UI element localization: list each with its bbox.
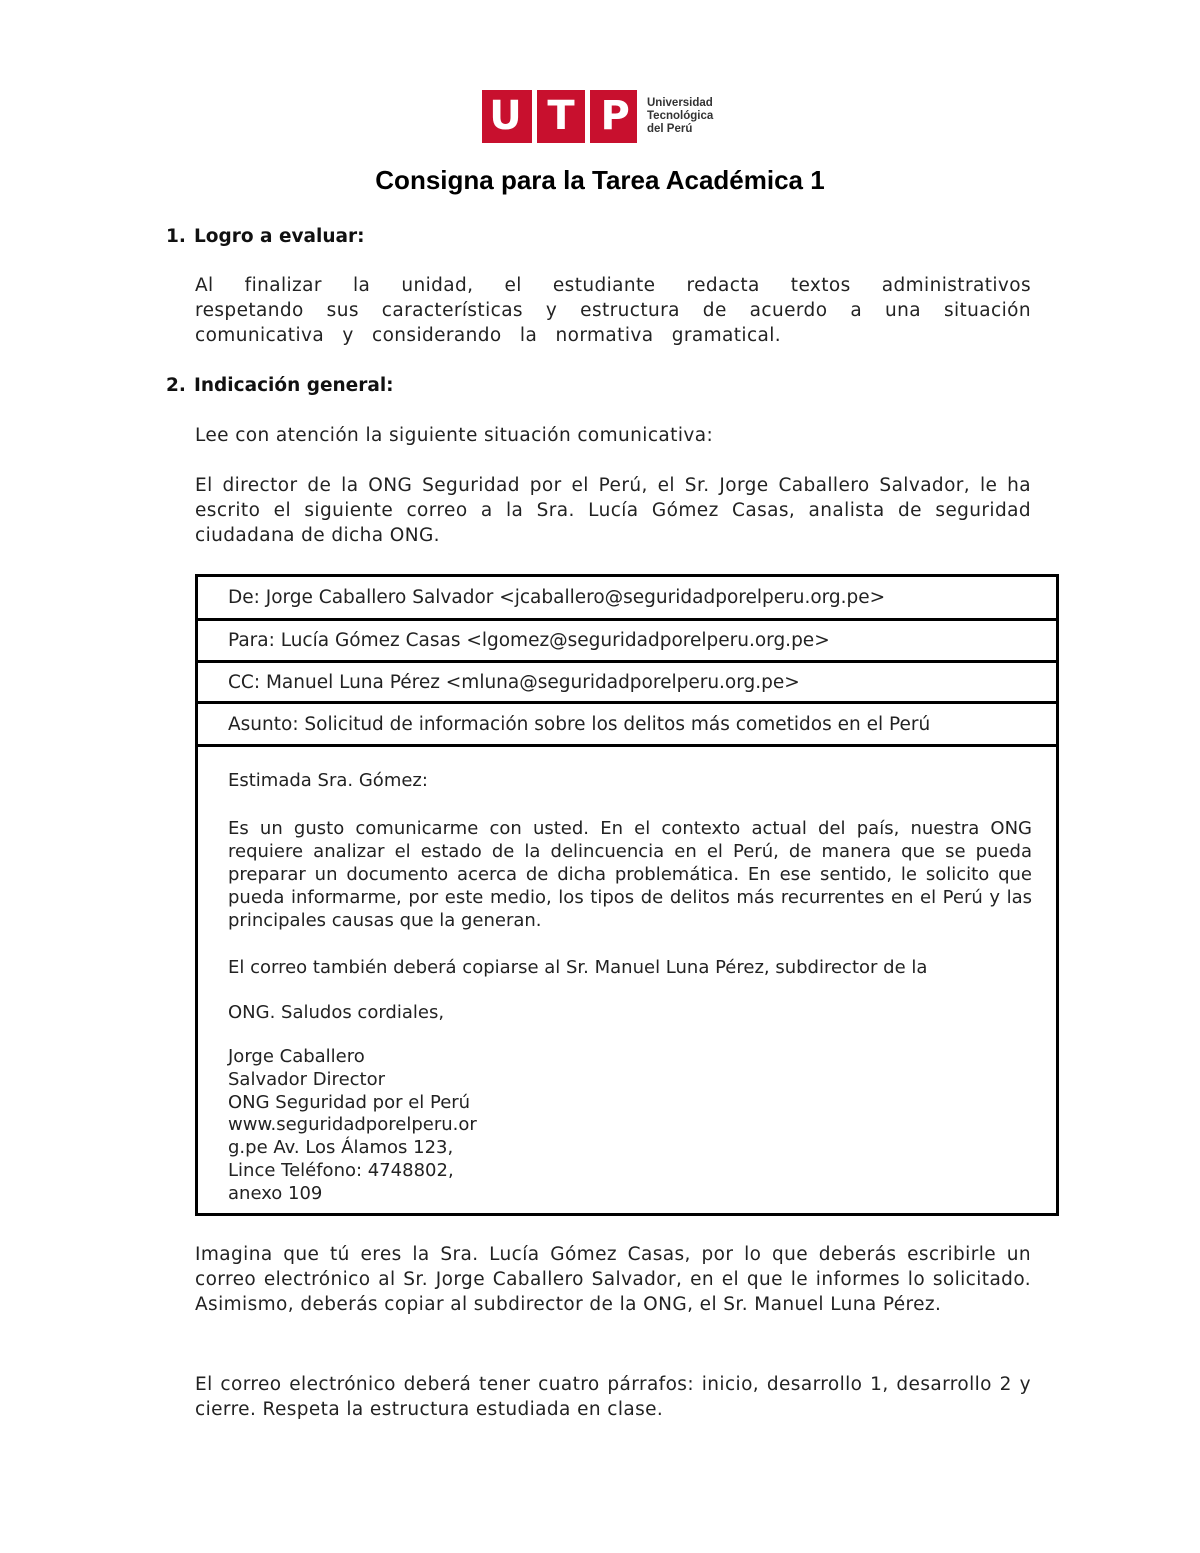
instructions-paragraph-2: El correo electrónico deberá tener cuatro párrafos: inicio, desarrollo 1, desarrollo 2 y cierre. Respeta la estructura estudiada en clase.	[195, 1374, 1031, 1420]
utp-logo-mark	[482, 90, 637, 143]
logo-letter-t: T	[547, 93, 575, 139]
email-paragraph-1: Es un gusto comunicarme con usted. En el contexto actual del país, nuestra ONG requiere analizar el estado de la delincuencia en el Perú, de manera que se pueda preparar un documento acerca de dicha problemática. En ese sentido, le solicito que pueda informarme, por este medio, los tipos de delitos más recurrentes en el Perú y las principales causas que la generan.	[228, 818, 1032, 931]
section-1-number: 1.	[166, 226, 186, 247]
email-to: Para: Lucía Gómez Casas <lgomez@seguridadporelperu.org.pe>	[228, 630, 830, 651]
section-2-title: Indicación general:	[194, 375, 394, 396]
section-2-context: El director de la ONG Seguridad por el Perú, el Sr. Jorge Caballero Salvador, le ha escrito el siguiente correo a la Sra. Lucía Gómez Casas, analista de seguridad ciudadana de dicha ONG.	[195, 475, 1031, 546]
utp-logo-text	[647, 97, 713, 136]
email-to-row	[198, 621, 1056, 663]
section-2-intro: Lee con atención la siguiente situación comunicativa:	[195, 425, 714, 446]
signature-line: Salvador Director	[228, 1068, 386, 1090]
utp-logo	[482, 90, 713, 143]
email-subject: Asunto: Solicitud de información sobre los delitos más cometidos en el Perú	[228, 713, 931, 735]
email-paragraph-2: El correo también deberá copiarse al Sr. Manuel Luna Pérez, subdirector de la	[228, 957, 928, 978]
signature-line: anexo 109	[228, 1182, 323, 1204]
logo-letter-u: U	[489, 93, 522, 139]
signature-line: g.pe Av. Los Álamos 123,	[228, 1137, 454, 1159]
section-2-heading	[166, 375, 394, 396]
section-1-heading	[166, 226, 365, 247]
email-cc: CC: Manuel Luna Pérez <mluna@seguridadporelperu.org.pe>	[228, 671, 800, 693]
section-1-text: Al finalizar la unidad, el estudiante redacta textos administrativos respetando sus características y estructura de acuerdo a una situación comunicativa y considerando la normativa gramatical.	[195, 275, 1031, 346]
signature-line: www.seguridadporelperu.or	[228, 1114, 477, 1136]
section-1-title: Logro a evaluar:	[194, 226, 365, 247]
section-2-number: 2.	[166, 375, 186, 396]
email-closing: ONG. Saludos cordiales,	[228, 1002, 445, 1023]
logo-text-line: Tecnológica	[647, 110, 714, 122]
logo-text-line: Universidad	[647, 97, 713, 109]
email-body	[228, 769, 1032, 1206]
logo-letter-p: P	[600, 93, 630, 139]
email-from-row	[198, 577, 1056, 621]
email-subject-row	[198, 704, 1056, 747]
logo-text-line: del Perú	[647, 123, 693, 135]
signature-line: ONG Seguridad por el Perú	[228, 1091, 471, 1113]
instructions-paragraph-1: Imagina que tú eres la Sra. Lucía Gómez Casas, por lo que deberás escribirle un correo electrónico al Sr. Jorge Caballero Salvador, en el que le informes lo solicitado. Asimismo, deberás copiar al subdirector de la ONG, el Sr. Manuel Luna Pérez.	[195, 1244, 1031, 1315]
logo-separator	[585, 90, 590, 143]
logo-separator	[532, 90, 537, 143]
signature-line: Lince Teléfono: 4748802,	[228, 1159, 454, 1181]
email-example	[195, 574, 1059, 1216]
email-signature	[228, 1046, 1032, 1206]
email-greeting: Estimada Sra. Gómez:	[228, 770, 428, 791]
document-title: Consigna para la Tarea Académica 1	[375, 165, 825, 195]
email-cc-row	[198, 663, 1056, 704]
email-from: De: Jorge Caballero Salvador <jcaballero@seguridadporelperu.org.pe>	[228, 587, 886, 608]
signature-line: Jorge Caballero	[228, 1046, 365, 1067]
